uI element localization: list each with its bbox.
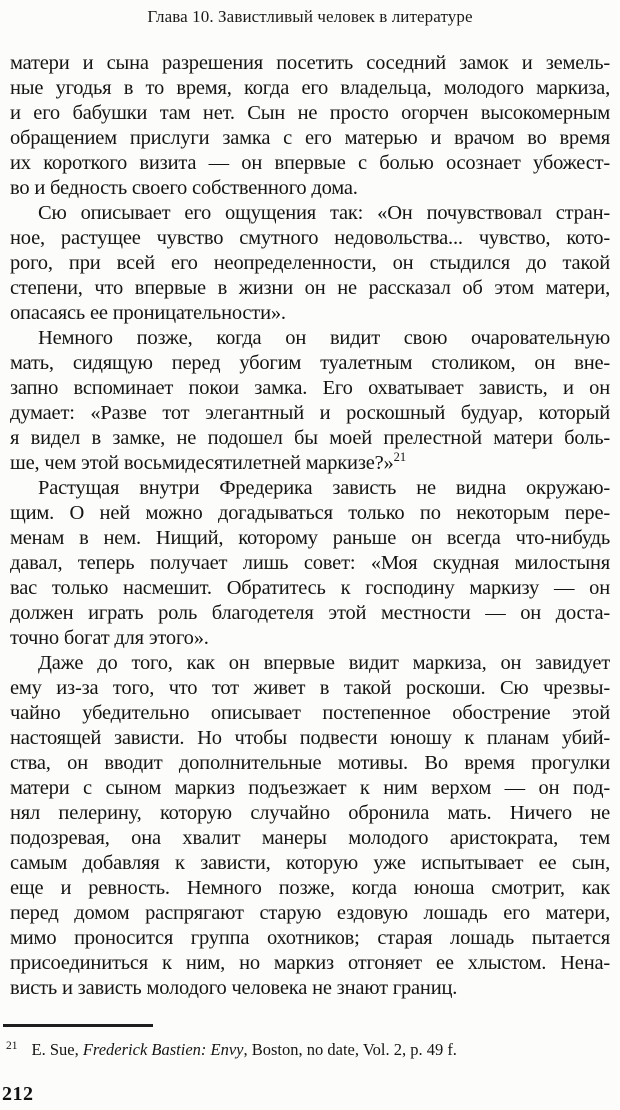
footnote-text-after: , Boston, no date, Vol. 2, p. 49 f. <box>243 1040 457 1059</box>
running-header: Глава 10. Завистливый человек в литературе <box>147 7 473 26</box>
text-line: Даже до того, как он впервые видит маркиза, он завидует <box>38 652 610 674</box>
text-line: ему из-за того, что тот живет в такой роскоши. Сю чрезвы- <box>10 677 610 699</box>
text-line: менам в нем. Нищий, которому раньше он всегда что-нибудь <box>10 527 610 549</box>
footnote-italic-title: Frederick Bastien: Envy <box>82 1040 244 1059</box>
text-line: опасаясь ее проницательности». <box>10 302 286 324</box>
text-line: ные угодья в то время, когда его владельца, молодого маркиза, <box>10 77 610 99</box>
text-line: ное, растущее чувство смутного недовольства... чувство, кото- <box>10 227 610 249</box>
text-line: щим. О ней можно догадываться только по некоторым пере- <box>10 502 610 524</box>
text-line: степени, что впервые в жизни он не рассказал об этом матери, <box>10 277 610 299</box>
text-line: давал, теперь получает лишь совет: «Моя скудная милостыня <box>10 552 610 574</box>
footnote-marker: 21 <box>6 1039 18 1052</box>
text-line: чайно убедительно описывает постепенное обострение этой <box>10 702 610 724</box>
text-line <box>10 451 610 476</box>
text-line: и его бабушки там нет. Сын не просто огорчен высокомерным <box>10 102 610 124</box>
text-line: Растущая внутри Фредерика зависть не видна окружаю- <box>38 477 610 499</box>
text-line: точно богат для этого». <box>10 627 209 649</box>
paragraph <box>10 476 610 651</box>
text-line: перед домом распрягают старую ездовую лошадь его матери, <box>10 902 610 924</box>
text-line: рого, при всей его неопределенности, он стыдился до такой <box>10 252 610 274</box>
text-line: матери с сыном маркиз подъезжает к ним верхом — он под- <box>10 777 610 799</box>
body-text <box>10 51 610 1001</box>
text-line: нял пелерину, которую случайно обронила мать. Ничего не <box>10 802 610 824</box>
paragraph <box>10 201 610 326</box>
text-line: матери и сына разрешения посетить соседний замок и земель- <box>10 52 610 74</box>
paragraph <box>10 651 610 1001</box>
footnote-separator-rule <box>3 1024 153 1027</box>
text-line: мимо проносится группа охотников; старая лошадь пытается <box>10 927 610 949</box>
paragraph <box>10 326 610 476</box>
text-line: должен играть роль благодетеля этой местности — он доста- <box>10 602 610 624</box>
text-line: думает: «Разве тот элегантный и роскошный будуар, который <box>10 402 610 424</box>
text-line: еще и ревность. Немного позже, когда юноша смотрит, как <box>10 877 610 899</box>
text-line-content: ше, чем этой восьмидесятилетней маркизе?» <box>10 452 394 474</box>
text-line: настоящей зависти. Но чтобы подвести юношу к планам убий- <box>10 727 610 749</box>
text-line: ства, он вводит дополнительные мотивы. Во время прогулки <box>10 752 610 774</box>
text-line: я видел в замке, не подошел бы моей прелестной матери боль- <box>10 427 610 449</box>
footnote-text-before: E. Sue, <box>31 1040 83 1059</box>
paragraph <box>10 51 610 201</box>
text-line: самым добавляя к зависти, которую уже испытывает ее сын, <box>10 852 610 874</box>
text-line: во и бедность своего собственного дома. <box>10 177 358 199</box>
text-line: присоединиться к ним, но маркиз отгоняет ее хлыстом. Нена- <box>10 952 610 974</box>
text-line: Сю описывает его ощущения так: «Он почувствовал стран- <box>38 202 610 224</box>
text-line: их короткого визита — он впервые с болью осознает убожест- <box>10 152 610 174</box>
page-number: 212 <box>2 1083 34 1105</box>
text-line: обращением прислуги замка с его матерью и врачом во время <box>10 127 610 149</box>
text-line: висть и зависть молодого человека не знают границ. <box>10 977 458 999</box>
footnote <box>6 1040 606 1060</box>
text-line: запно вспоминает покои замка. Его охватывает зависть, и он <box>10 377 610 399</box>
footnote-reference: 21 <box>393 451 407 465</box>
text-line: вас только насмешит. Обратитесь к господину маркизу — он <box>10 577 610 599</box>
text-line: Немного позже, когда он видит свою очаровательную <box>38 327 610 349</box>
text-line: подозревая, она хвалит манеры молодого аристократа, тем <box>10 827 610 849</box>
text-line: мать, сидящую перед убогим туалетным столиком, он вне- <box>10 352 610 374</box>
